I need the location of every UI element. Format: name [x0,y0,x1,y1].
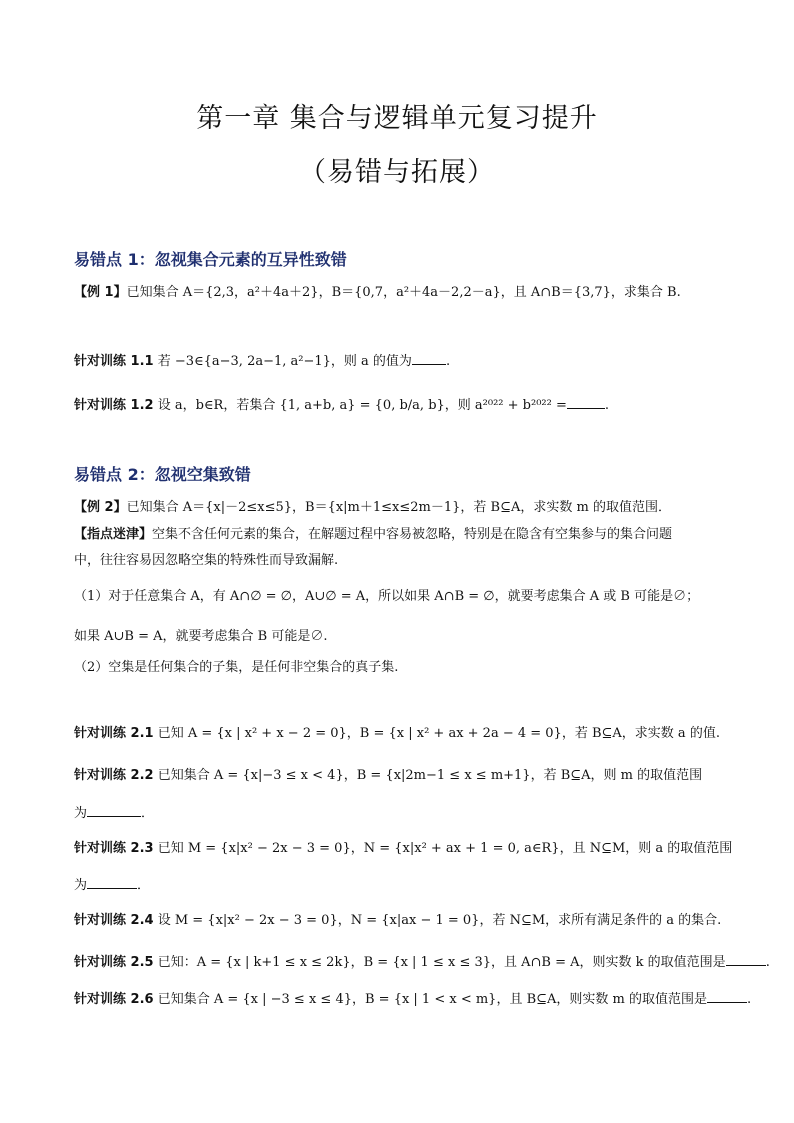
example-2 [74,496,671,515]
section-heading-2: 易错点 2：忽视空集致错 [74,465,251,484]
page-title: 第一章 集合与逻辑单元复习提升 [196,103,598,134]
example-text: 已知集合 A＝{2,3，a²＋4a＋2}，B＝{0,7，a²＋4a－2,2－a}，且 A∩B＝{3,7}，求集合 B. [126,285,681,300]
exercise-label: 针对训练 2.2 [74,768,154,783]
exercise-2-5 [74,951,770,970]
continuation-text: 为 [74,806,88,821]
exercise-1-2 [74,394,609,413]
exercise-label: 针对训练 2.3 [74,841,154,856]
exercise-2-4 [74,909,721,928]
exercise-text: 已知集合 A = {x | −3 ≤ x ≤ 4}，B = {x | 1 < x < m}，且 B⊆A，则实数 m 的取值范围是 [157,992,708,1007]
exercise-1-1: 针对训练 1.1 若 −3∈{a−3, 2a−1, a²−1}，则 a 的值为 . [74,354,451,369]
exercise-text: 若 −3∈{a−3, 2a−1, a²−1}，则 a 的值为 [157,354,412,369]
exercise-label: 针对训练 1.2 [74,398,154,413]
tip-line-2: 中，往往容易因忽略空集的特殊性而导致漏解. [74,553,339,568]
exercise-2-3 [74,837,732,856]
answer-blank [726,953,766,966]
answer-blank [87,804,141,817]
example-text: 已知集合 A＝{x|－2≤x≤5}，B＝{x|m＋1≤x≤2m－1}，若 B⊆A，求实数 m 的取值范围． [126,500,671,515]
exercise-2-6 [74,988,751,1007]
tip-text: 空集不含任何元素的集合，在解题过程中容易被忽略，特别是在隐含有空集参与的集合问题 [152,527,673,542]
exercise-text: 设 M = {x|x² − 2x − 3 = 0}，N = {x|ax − 1 = 0}，若 N⊆M，求所有满足条件的 a 的集合. [157,913,722,928]
note-1-line-1: （1）对于任意集合 A，有 A∩∅ = ∅，A∪∅ = A，所以如果 A∩B = ∅，就要考虑集合 A 或 B 可能是∅； [74,589,700,604]
example-label: 【例 1】 [74,285,127,300]
exercise-label: 针对训练 2.1 [74,726,154,741]
tip-line-1 [74,523,672,542]
answer-blank [567,396,605,409]
exercise-label: 针对训练 2.4 [74,913,154,928]
exercise-2-3-cont: 为 ． [74,878,151,893]
exercise-text: 已知 M = {x|x² − 2x − 3 = 0}，N = {x|x² + ax + 1 = 0, a∈R}，且 N⊆M，则 a 的取值范围 [157,841,733,856]
period: . [747,992,752,1007]
note-2: （2）空集是任何集合的子集，是任何非空集合的真子集. [74,660,399,675]
exercise-2-1 [74,722,720,741]
answer-blank [87,876,137,889]
exercise-2-2-cont: 为 ． [74,806,155,821]
note-1-line-2: 如果 A∪B = A，就要考虑集合 B 可能是∅. [74,629,328,644]
exercise-label: 针对训练 1.1 [74,354,154,369]
answer-blank [412,352,446,365]
example-label: 【例 2】 [74,500,127,515]
exercise-label: 针对训练 2.6 [74,992,154,1007]
section-heading-1: 易错点 1：忽视集合元素的互异性致错 [74,250,347,269]
period: . [604,398,610,413]
exercise-text: 已知集合 A = {x|−3 ≤ x < 4}，B = {x|2m−1 ≤ x ≤ m+1}，若 B⊆A，则 m 的取值范围 [157,768,703,783]
exercise-text: 已知：A = {x | k+1 ≤ x ≤ 2k}，B = {x | 1 ≤ x ≤ 3}，且 A∩B = A，则实数 k 的取值范围是 [157,955,726,970]
exercise-2-2 [74,764,702,783]
tip-label: 【指点迷津】 [74,527,153,542]
continuation-text: 为 [74,878,88,893]
exercise-text: 已知 A = {x | x² + x − 2 = 0}，B = {x | x² + ax + 2a − 4 = 0}，若 B⊆A，求实数 a 的值. [157,726,720,741]
answer-blank [707,990,747,1003]
page-subtitle: （易错与拓展） [299,157,495,188]
period: . [765,955,770,970]
exercise-text: 设 a，b∈R，若集合 {1, a+b, a} = {0, b/a, b}，则 a²⁰²² + b²⁰²² = [157,398,567,413]
exercise-label: 针对训练 2.5 [74,955,154,970]
example-1 [74,281,681,300]
